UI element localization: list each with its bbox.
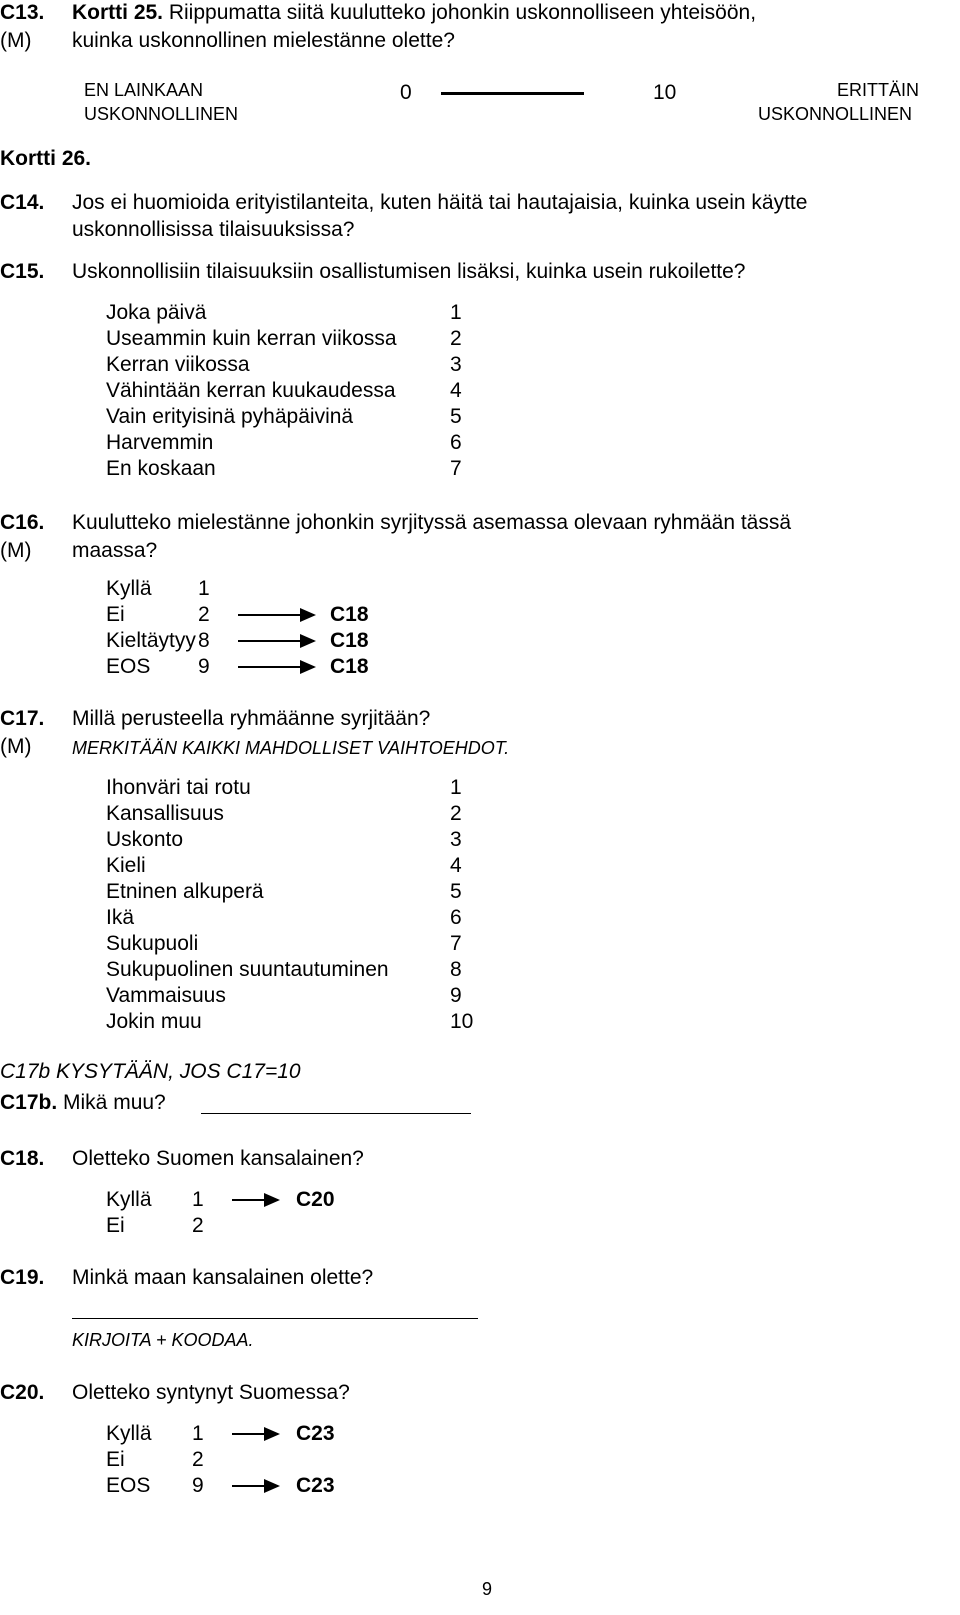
c17-option: Sukupuoli: [106, 932, 199, 955]
c18-skip-target: C20: [296, 1188, 335, 1211]
c16-text-2: maassa?: [72, 539, 158, 562]
c17-text: Millä perusteella ryhmäänne syrjitään?: [72, 707, 431, 730]
c15-option-code: 4: [450, 379, 462, 402]
c20-option-code: 9: [192, 1474, 204, 1497]
c15-option: Kerran viikossa: [106, 353, 250, 376]
c16-option-code: 8: [198, 629, 210, 652]
c15-option-code: 6: [450, 431, 462, 454]
scale-right-label-1: ERITTÄIN: [837, 80, 920, 100]
c15-option: Harvemmin: [106, 431, 214, 454]
skip-arrow-icon: [238, 666, 314, 668]
c17-option-code: 7: [450, 932, 462, 955]
c20-option: Kyllä: [106, 1422, 152, 1445]
c16-number: C16.: [0, 511, 45, 534]
c20-option-code: 2: [192, 1448, 204, 1471]
scale-left-label-1: EN LAINKAAN: [84, 80, 204, 100]
c18-text: Oletteko Suomen kansalainen?: [72, 1147, 364, 1170]
c17-option-code: 9: [450, 984, 462, 1007]
c18-option: Kyllä: [106, 1188, 152, 1211]
c17-option-code: 8: [450, 958, 462, 981]
c16-option: Kieltäytyy: [106, 629, 196, 652]
scale-min: 0: [400, 81, 412, 104]
c17-option-code: 6: [450, 906, 462, 929]
c17-option: Ihonväri tai rotu: [106, 776, 251, 799]
c15-option: Vähintään kerran kuukaudessa: [106, 379, 396, 402]
c17-option: Kansallisuus: [106, 802, 224, 825]
c15-option: Vain erityisinä pyhäpäivinä: [106, 405, 354, 428]
c16-skip-target: C18: [330, 655, 369, 678]
c17-option: Uskonto: [106, 828, 184, 851]
c20-number: C20.: [0, 1381, 45, 1404]
c13-question-line1: [72, 0, 756, 26]
c16-option: Ei: [106, 603, 125, 626]
c15-option: Useammin kuin kerran viikossa: [106, 327, 397, 350]
card-26-label: Kortti 26.: [0, 147, 92, 170]
c16-option: EOS: [106, 655, 151, 678]
c17-option: Sukupuolinen suuntautuminen: [106, 958, 389, 981]
c17b-condition: C17b KYSYTÄÄN, JOS C17=10: [0, 1060, 301, 1083]
c20-skip-target: C23: [296, 1474, 335, 1497]
c17b-text: Mikä muu?: [57, 1091, 166, 1114]
c14-text-2: uskonnollisissa tilaisuuksissa?: [72, 218, 355, 241]
c17-option: Etninen alkuperä: [106, 880, 264, 903]
c15-number: C15.: [0, 260, 45, 283]
c16-skip-target: C18: [330, 603, 369, 626]
c14-text-1: Jos ei huomioida erityistilanteita, kuten häitä tai hautajaisia, kuinka usein käytte: [72, 191, 808, 214]
c20-skip-target: C23: [296, 1422, 335, 1445]
c20-text: Oletteko syntynyt Suomessa?: [72, 1381, 350, 1404]
c18-option: Ei: [106, 1214, 125, 1237]
c20-option: Ei: [106, 1448, 125, 1471]
c16-option-code: 9: [198, 655, 210, 678]
c15-option-code: 7: [450, 457, 462, 480]
c17-option-code: 3: [450, 828, 462, 851]
c18-option-code: 1: [192, 1188, 204, 1211]
c15-option: En koskaan: [106, 457, 216, 480]
skip-arrow-icon: [238, 640, 314, 642]
c13-mark: (M): [0, 29, 32, 52]
scale-left-label-2: USKONNOLLINEN: [84, 104, 239, 124]
c17-option: Jokin muu: [106, 1010, 202, 1033]
c16-text-1: Kuulutteko mielestänne johonkin syrjityssä asemassa olevaan ryhmään tässä: [72, 511, 792, 534]
c16-option-code: 1: [198, 577, 210, 600]
c14-number: C14.: [0, 191, 45, 214]
c19-answer-line[interactable]: [72, 1318, 478, 1319]
c17-option-code: 4: [450, 854, 462, 877]
c16-mark: (M): [0, 539, 32, 562]
c17-instruction: MERKITÄÄN KAIKKI MAHDOLLISET VAIHTOEHDOT.: [72, 738, 510, 758]
c17-option-code: 10: [450, 1010, 474, 1033]
c15-option-code: 2: [450, 327, 462, 350]
c15-option: Joka päivä: [106, 301, 207, 324]
c19-text: Minkä maan kansalainen olette?: [72, 1266, 374, 1289]
c20-option: EOS: [106, 1474, 151, 1497]
c17-option-code: 2: [450, 802, 462, 825]
c17-option-code: 1: [450, 776, 462, 799]
c17-number: C17.: [0, 707, 45, 730]
c17-option: Kieli: [106, 854, 146, 877]
c13-card-ref: Kortti 25.: [72, 1, 164, 24]
c17b-question: [0, 1090, 166, 1116]
c15-option-code: 5: [450, 405, 462, 428]
skip-arrow-icon: [232, 1199, 278, 1201]
c13-text-1: Riippumatta siitä kuulutteko johonkin uskonnolliseen yhteisöön,: [163, 1, 757, 24]
c19-instruction: KIRJOITA + KOODAA.: [72, 1330, 254, 1350]
skip-arrow-icon: [238, 614, 314, 616]
c17-option-code: 5: [450, 880, 462, 903]
c16-skip-target: C18: [330, 629, 369, 652]
c15-option-code: 1: [450, 301, 462, 324]
c15-option-code: 3: [450, 353, 462, 376]
c15-text: Uskonnollisiin tilaisuuksiin osallistumisen lisäksi, kuinka usein rukoilette?: [72, 260, 746, 283]
c20-option-code: 1: [192, 1422, 204, 1445]
skip-arrow-icon: [232, 1433, 278, 1435]
scale-line: [441, 92, 584, 95]
c17-mark: (M): [0, 735, 32, 758]
c17b-number: C17b.: [0, 1091, 58, 1114]
c19-number: C19.: [0, 1266, 45, 1289]
c16-option: Kyllä: [106, 577, 152, 600]
scale-right-label-2: USKONNOLLINEN: [758, 104, 913, 124]
c17b-answer-line[interactable]: [201, 1113, 471, 1114]
page-number: 9: [482, 1579, 493, 1599]
c18-option-code: 2: [192, 1214, 204, 1237]
skip-arrow-icon: [232, 1485, 278, 1487]
scale-max: 10: [653, 81, 677, 104]
c18-number: C18.: [0, 1147, 45, 1170]
c13-text-2: kuinka uskonnollinen mielestänne olette?: [72, 29, 455, 52]
c13-number: C13.: [0, 1, 45, 24]
c17-option: Ikä: [106, 906, 135, 929]
c17-option: Vammaisuus: [106, 984, 226, 1007]
c16-option-code: 2: [198, 603, 210, 626]
